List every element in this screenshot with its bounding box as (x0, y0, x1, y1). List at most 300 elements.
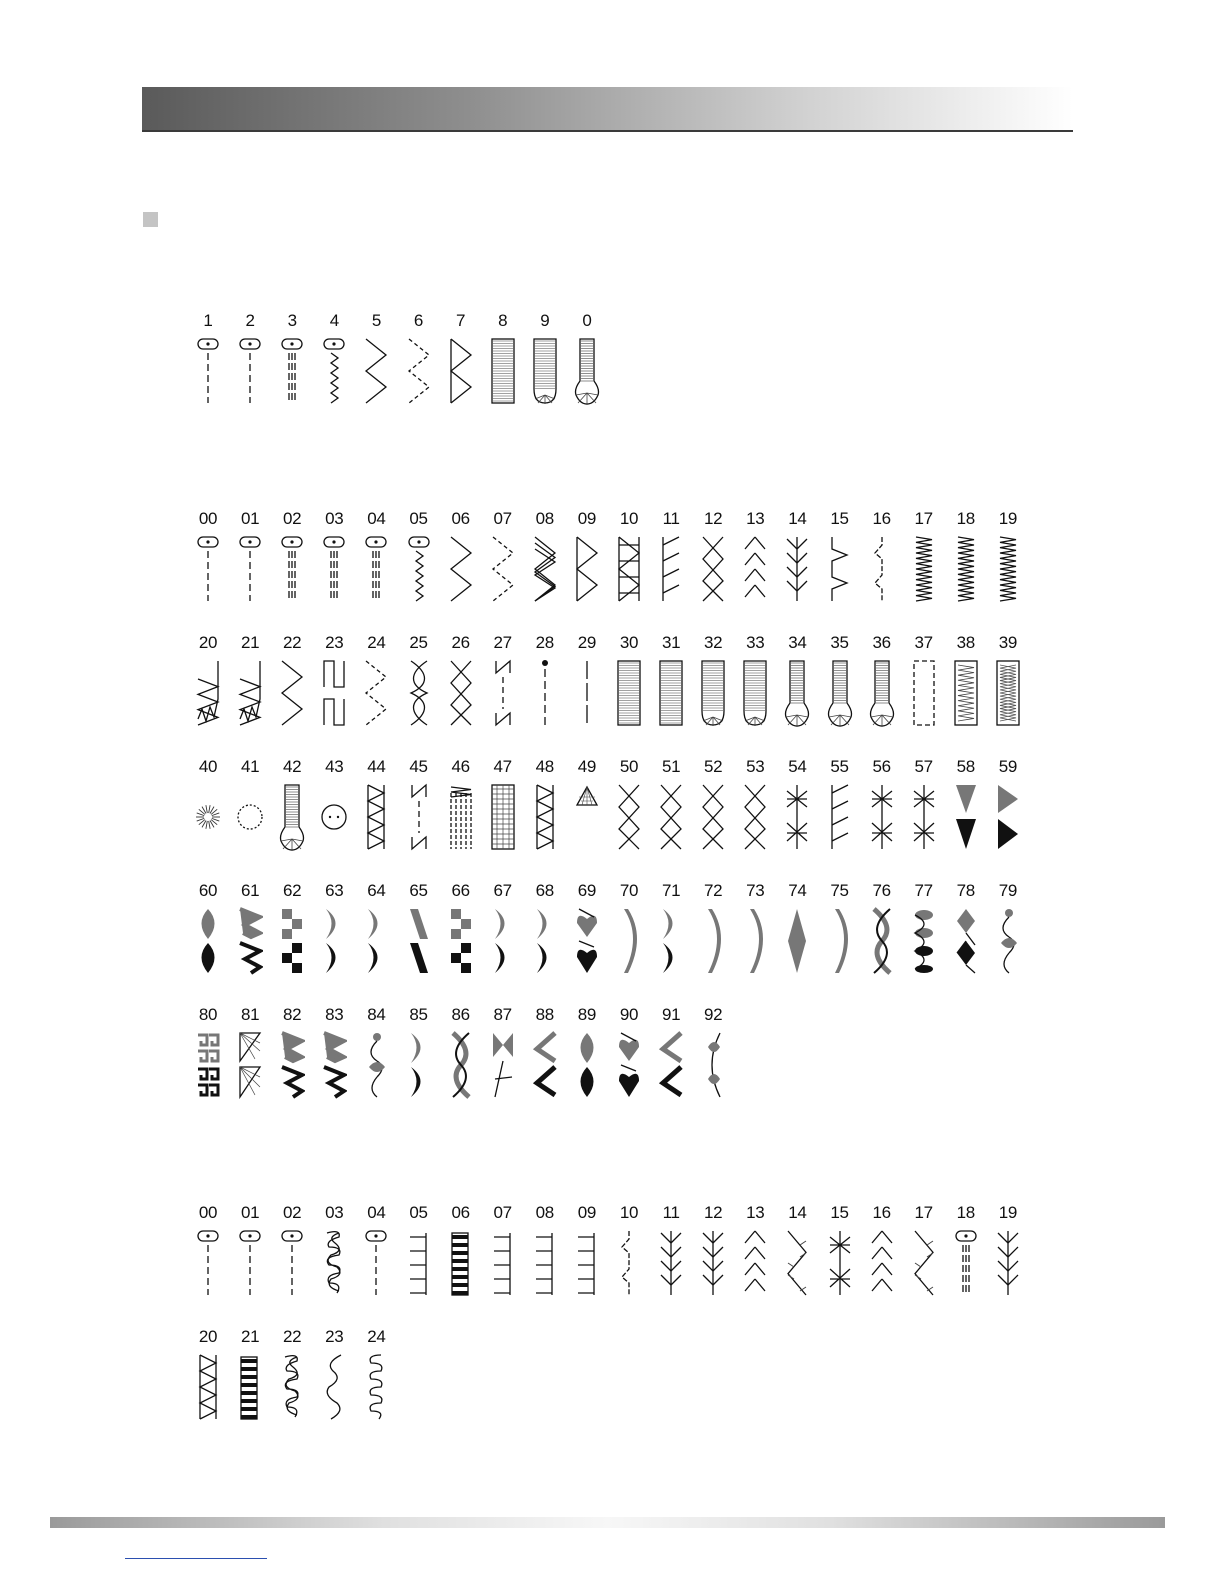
stitch-number: 24 (367, 633, 386, 652)
stitch-number: 7 (456, 311, 466, 330)
blanket-stitch-icon (406, 1229, 432, 1297)
stitch-number: 09 (577, 509, 597, 528)
stitch-pattern (319, 1327, 349, 1421)
stipple-stitch-icon (321, 1229, 347, 1297)
stitch-pattern (277, 757, 307, 851)
stitch-pattern (235, 311, 265, 405)
multi-zigzag-stitch-icon (363, 659, 389, 727)
stitch-number: 32 (704, 633, 723, 652)
stitch-pattern (446, 1203, 476, 1297)
wave-satin-icon (742, 907, 768, 975)
stitch-pattern (235, 757, 265, 851)
stitch-pattern (867, 509, 897, 603)
stitch-number: 19 (998, 509, 1018, 528)
stitch-number: 47 (493, 757, 512, 776)
blanket-stitch-icon (490, 1229, 516, 1297)
stitch-pattern (740, 509, 770, 603)
stitch-number: 46 (451, 757, 470, 776)
zigzag-fringe-stitch-icon (784, 1229, 810, 1297)
stitch-number: 76 (872, 881, 891, 900)
stitch-pattern (446, 1005, 476, 1099)
square-buttonhole-icon (616, 659, 642, 727)
stitch-number: 20 (198, 1327, 218, 1346)
bound-buttonhole-icon (911, 659, 937, 727)
stitch-pattern (319, 311, 349, 405)
round-buttonhole-icon (532, 337, 558, 405)
stitch-pattern (951, 881, 981, 975)
stitch-pattern (867, 1203, 897, 1297)
stitch-pattern (193, 311, 223, 405)
basting-stitch-icon (574, 659, 600, 727)
diamond-satin-icon (784, 907, 810, 975)
stitch-number: 18 (956, 509, 975, 528)
stitch-number: 88 (535, 1005, 554, 1024)
stitch-pattern (782, 1203, 812, 1297)
stitch-pattern (909, 757, 939, 851)
stitch-pattern (656, 1005, 686, 1099)
slant-satin-icon (406, 907, 432, 975)
zigzag-satin-icon (237, 907, 263, 975)
bar-tack-icon (406, 783, 432, 851)
stitch-pattern (951, 1203, 981, 1297)
circle-eyelet-icon (237, 783, 263, 851)
stitch-pattern (993, 1203, 1023, 1297)
square-buttonhole-icon (658, 659, 684, 727)
stitch-pattern (404, 311, 434, 405)
stitch-number: 80 (198, 1005, 218, 1024)
stitch-pattern (193, 633, 223, 727)
stitch-number: 73 (746, 881, 765, 900)
stitch-number: 16 (872, 509, 891, 528)
overlock-stitch-icon (616, 535, 642, 603)
stitch-pattern (698, 509, 728, 603)
grid-stitch-icon (490, 783, 516, 851)
keyhole-buttonhole-icon (869, 659, 895, 727)
zigzag-satin-icon (279, 1031, 305, 1099)
stitch-number: 52 (704, 757, 723, 776)
scallop-satin-icon (363, 907, 389, 975)
stitch-number: 03 (325, 1203, 344, 1222)
stitch-pattern (404, 881, 434, 975)
stitch-pattern (993, 509, 1023, 603)
fern-stitch-icon (658, 1229, 684, 1297)
stitch-number: 14 (788, 509, 807, 528)
stitch-number: 02 (283, 1203, 302, 1222)
leaf-satin-icon (574, 1031, 600, 1099)
stitch-pattern (614, 881, 644, 975)
stitch-pattern (277, 1203, 307, 1297)
stitch-pattern (782, 881, 812, 975)
star-stitch-icon (827, 1229, 853, 1297)
loop-stitch-icon (406, 659, 432, 727)
stitch-number: 54 (788, 757, 807, 776)
stitch-number: 30 (619, 633, 639, 652)
stitch-pattern (277, 1005, 307, 1099)
stitch-number: 42 (283, 757, 302, 776)
stitch-pattern (740, 633, 770, 727)
stitch-pattern (572, 633, 602, 727)
stitch-pattern (488, 1203, 518, 1297)
stretch-lightning-stitch-icon (406, 535, 432, 603)
darning-stitch-icon (532, 659, 558, 727)
footer-bar (50, 1517, 1165, 1528)
zigzag-fringe-stitch-icon (911, 1229, 937, 1297)
stitch-pattern (572, 881, 602, 975)
fern-stitch-icon (700, 1229, 726, 1297)
stitch-pattern (488, 757, 518, 851)
heart-satin-icon (574, 907, 600, 975)
stitch-number: 50 (619, 757, 639, 776)
stitch-number: 07 (493, 1203, 512, 1222)
straight-stitch-center-icon (237, 535, 263, 603)
stitch-number: 12 (704, 1203, 723, 1222)
stitch-pattern (446, 881, 476, 975)
scallop-satin-icon (321, 907, 347, 975)
wave-stitch-icon (321, 1353, 347, 1421)
wave-satin-icon (616, 907, 642, 975)
stitch-number: 75 (830, 881, 849, 900)
twist-satin-icon (869, 907, 895, 975)
stitch-number: 58 (956, 757, 975, 776)
stitch-pattern (361, 311, 391, 405)
stitch-number: 15 (830, 1203, 849, 1222)
stitch-pattern (740, 757, 770, 851)
stitch-pattern (614, 509, 644, 603)
cross-stitch-icon (742, 783, 768, 851)
stitch-number: 01 (240, 1203, 260, 1222)
heart-satin-icon (616, 1031, 642, 1099)
stitch-pattern (530, 509, 560, 603)
stitch-number: 10 (619, 509, 639, 528)
stitch-pattern (235, 633, 265, 727)
zigzag-stitch-icon (448, 535, 474, 603)
stitch-number: 91 (661, 1005, 681, 1024)
stitch-pattern (698, 633, 728, 727)
stitch-pattern (361, 633, 391, 727)
stitch-pattern (572, 311, 602, 405)
stitch-pattern (782, 757, 812, 851)
stitch-pattern (277, 509, 307, 603)
stitch-number: 65 (409, 881, 428, 900)
greek-key-stitch-icon (195, 1031, 221, 1099)
keyhole-buttonhole-icon (279, 783, 305, 851)
scallop-satin-icon (532, 907, 558, 975)
stitch-number: 85 (409, 1005, 428, 1024)
stitch-pattern (235, 1327, 265, 1421)
scallop-satin-icon (490, 907, 516, 975)
stitch-pattern (488, 881, 518, 975)
stitch-pattern (993, 633, 1023, 727)
stitch-number: 08 (535, 1203, 554, 1222)
feather-stitch-icon (742, 535, 768, 603)
stitch-number: 05 (409, 1203, 428, 1222)
stitch-pattern (909, 509, 939, 603)
arrow-satin-icon (532, 1031, 558, 1099)
triple-straight-stitch-icon (953, 1229, 979, 1297)
stitch-pattern (909, 1203, 939, 1297)
cross-stitch-icon (700, 535, 726, 603)
stitch-pattern (277, 633, 307, 727)
stitch-pattern (867, 757, 897, 851)
stitch-pattern (530, 1203, 560, 1297)
blanket-stitch-icon (532, 1229, 558, 1297)
overcast-stitch-icon (237, 659, 263, 727)
wave-satin-icon (827, 907, 853, 975)
stitch-pattern (319, 1005, 349, 1099)
ladder-stitch-icon (195, 1353, 221, 1421)
stitch-pattern (530, 1005, 560, 1099)
stitch-number: 24 (367, 1327, 386, 1346)
flower-satin-icon (363, 1031, 389, 1099)
triangle-overcast-stitch-icon (574, 535, 600, 603)
stitch-pattern (656, 1203, 686, 1297)
stitch-pattern (656, 757, 686, 851)
straight-stitch-left-icon (195, 337, 221, 405)
keyhole-buttonhole-icon (784, 659, 810, 727)
stitch-pattern (404, 757, 434, 851)
stitch-pattern (782, 509, 812, 603)
triple-straight-stitch-icon (279, 535, 305, 603)
wave-satin-icon (700, 907, 726, 975)
star-stitch-icon (911, 783, 937, 851)
ladder-stitch-icon (532, 783, 558, 851)
stitch-pattern (614, 633, 644, 727)
stitch-number: 82 (283, 1005, 302, 1024)
stitch-pattern (319, 509, 349, 603)
stitch-number: 05 (409, 509, 428, 528)
stitch-number: 21 (240, 1327, 260, 1346)
stitch-number: 01 (240, 509, 260, 528)
oval-satin-icon (911, 907, 937, 975)
stitch-number: 64 (367, 881, 386, 900)
stitch-number: 62 (283, 881, 302, 900)
stitch-number: 25 (409, 633, 428, 652)
stretch-lightning-stitch-icon (321, 337, 347, 405)
feather-stitch-icon (742, 1229, 768, 1297)
button-sew-icon (321, 783, 347, 851)
stitch-pattern (614, 1203, 644, 1297)
stitch-number: 04 (367, 509, 386, 528)
stitch-pattern (404, 633, 434, 727)
arrow-satin-icon (658, 1031, 684, 1099)
straight-stitch-center-icon (195, 1229, 221, 1297)
fern-stitch-icon (995, 1229, 1021, 1297)
stitch-number: 31 (661, 633, 681, 652)
stitch-number: 13 (746, 509, 765, 528)
stitch-pattern (698, 1203, 728, 1297)
stitch-number: 06 (451, 509, 470, 528)
stitch-pattern (825, 757, 855, 851)
stitch-pattern (698, 757, 728, 851)
triple-zigzag-stitch-icon (532, 535, 558, 603)
stitch-number: 35 (830, 633, 849, 652)
stitch-number: 79 (998, 881, 1018, 900)
fern-stitch-icon (784, 535, 810, 603)
stitch-pattern (530, 757, 560, 851)
butterfly-stitch-icon (490, 1031, 516, 1099)
stitch-pattern (361, 881, 391, 975)
satin-zigzag-icon (953, 535, 979, 603)
stitch-number: 71 (661, 881, 681, 900)
blanket-stitch-icon (574, 1229, 600, 1297)
stitch-number: 27 (493, 633, 512, 652)
stitch-number: 22 (283, 1327, 302, 1346)
stitch-number: 70 (619, 881, 639, 900)
stitch-number: 9 (540, 311, 550, 330)
tulip-stitch-icon (700, 1031, 726, 1099)
stitch-number: 78 (956, 881, 975, 900)
slant-overlock-stitch-icon (827, 783, 853, 851)
stitch-number: 16 (872, 1203, 891, 1222)
scallop-satin-icon (658, 907, 684, 975)
stitch-pattern (235, 509, 265, 603)
stitch-pattern (656, 881, 686, 975)
multi-zigzag-stitch-icon (490, 535, 516, 603)
stitch-number: 11 (662, 509, 680, 528)
stitch-pattern (951, 757, 981, 851)
stitch-number: 72 (704, 881, 723, 900)
feather-stitch-icon (869, 1229, 895, 1297)
stitch-number: 17 (914, 509, 933, 528)
zigzag-satin-icon (321, 1031, 347, 1099)
stitch-pattern (698, 1005, 728, 1099)
stitch-number: 38 (956, 633, 975, 652)
stitch-pattern (361, 1005, 391, 1099)
overcast-stitch-icon (195, 659, 221, 727)
stitch-pattern (867, 633, 897, 727)
stitch-number: 89 (577, 1005, 597, 1024)
cross-stitch-icon (448, 659, 474, 727)
stitch-pattern (530, 311, 560, 405)
diamond-chain-satin-icon (953, 907, 979, 975)
stitch-pattern (446, 311, 476, 405)
stitch-number: 06 (451, 1203, 470, 1222)
straight-stitch-center-icon (279, 1229, 305, 1297)
checker-satin-icon (279, 907, 305, 975)
stitch-number: 02 (283, 509, 302, 528)
stitch-number: 4 (329, 311, 339, 330)
stitch-number: 21 (240, 633, 260, 652)
stitch-number: 00 (198, 1203, 218, 1222)
stitch-number: 43 (325, 757, 344, 776)
stitch-pattern (404, 509, 434, 603)
stitch-pattern (572, 509, 602, 603)
stitch-number: 2 (245, 311, 255, 330)
stitch-number: 23 (325, 1327, 344, 1346)
stitch-pattern (740, 881, 770, 975)
stitch-number: 20 (198, 633, 218, 652)
stitch-number: 0 (582, 311, 592, 330)
triple-straight-stitch-icon (279, 337, 305, 405)
stitch-number: 57 (914, 757, 933, 776)
stitch-pattern (951, 633, 981, 727)
stitch-number: 12 (704, 509, 723, 528)
stitch-pattern (488, 1005, 518, 1099)
stitch-pattern (446, 509, 476, 603)
stitch-pattern (572, 1005, 602, 1099)
footer-link-underline (125, 1558, 267, 1559)
stitch-number: 6 (413, 311, 424, 330)
stitch-pattern (361, 1203, 391, 1297)
stitch-number: 61 (240, 881, 260, 900)
stitch-number: 34 (788, 633, 807, 652)
stitch-pattern (235, 881, 265, 975)
stitch-pattern (951, 509, 981, 603)
stitch-pattern (993, 757, 1023, 851)
slant-overlock-stitch-icon (658, 535, 684, 603)
stitch-pattern (404, 1005, 434, 1099)
stitch-number: 10 (619, 1203, 639, 1222)
stitch-number: 77 (914, 881, 933, 900)
stitch-number: 33 (746, 633, 765, 652)
stitch-pattern (488, 633, 518, 727)
stitch-number: 68 (535, 881, 554, 900)
stitch-pattern (193, 757, 223, 851)
stitch-pattern (277, 1327, 307, 1421)
stitch-number: 3 (287, 311, 297, 330)
stitch-number: 87 (493, 1005, 512, 1024)
stitch-pattern (825, 881, 855, 975)
stitch-pattern (319, 633, 349, 727)
straight-stitch-left-icon (195, 535, 221, 603)
stitch-pattern (193, 1005, 223, 1099)
stitch-number: 13 (746, 1203, 765, 1222)
stitch-pattern (698, 881, 728, 975)
straight-stitch-center-icon (237, 337, 263, 405)
stitch-pattern (277, 881, 307, 975)
stitch-number: 29 (577, 633, 597, 652)
satin-blanket-stitch-icon (448, 1229, 474, 1297)
stitch-pattern (193, 1327, 223, 1421)
stitch-pattern (488, 509, 518, 603)
cross-stitch-icon (616, 783, 642, 851)
stitch-number: 83 (325, 1005, 344, 1024)
stitch-number: 15 (830, 509, 849, 528)
zigzag-stitch-icon (363, 337, 389, 405)
stitch-number: 09 (577, 1203, 597, 1222)
stitch-number: 07 (493, 509, 512, 528)
keyhole-buttonhole-icon (827, 659, 853, 727)
stitch-number: 86 (451, 1005, 470, 1024)
stitch-number: 08 (535, 509, 554, 528)
stitch-pattern (361, 1327, 391, 1421)
stitch-number: 17 (914, 1203, 933, 1222)
stitch-number: 59 (998, 757, 1018, 776)
straight-stitch-center-icon (237, 1229, 263, 1297)
satin-zigzag-icon (995, 535, 1021, 603)
stitch-number: 41 (240, 757, 260, 776)
stitch-number: 51 (661, 757, 681, 776)
stitch-pattern (656, 633, 686, 727)
stitch-number: 63 (325, 881, 344, 900)
zigzag-stitch-icon (279, 659, 305, 727)
stitch-pattern (319, 881, 349, 975)
round-buttonhole-icon (700, 659, 726, 727)
stitch-pattern (656, 509, 686, 603)
satin-blanket-stitch-icon (237, 1353, 263, 1421)
eyelet-icon (195, 783, 221, 851)
stitch-pattern (782, 633, 812, 727)
stitch-pattern (488, 311, 518, 405)
section-header-bar (142, 87, 1073, 132)
multi-zigzag-stitch-icon (406, 337, 432, 405)
round-buttonhole-icon (742, 659, 768, 727)
stitch-number: 03 (325, 509, 344, 528)
triangle-overcast-stitch-icon (448, 337, 474, 405)
satin-zigzag-icon (911, 535, 937, 603)
loop-wave-stitch-icon (363, 1353, 389, 1421)
ladder-stitch-icon (363, 783, 389, 851)
